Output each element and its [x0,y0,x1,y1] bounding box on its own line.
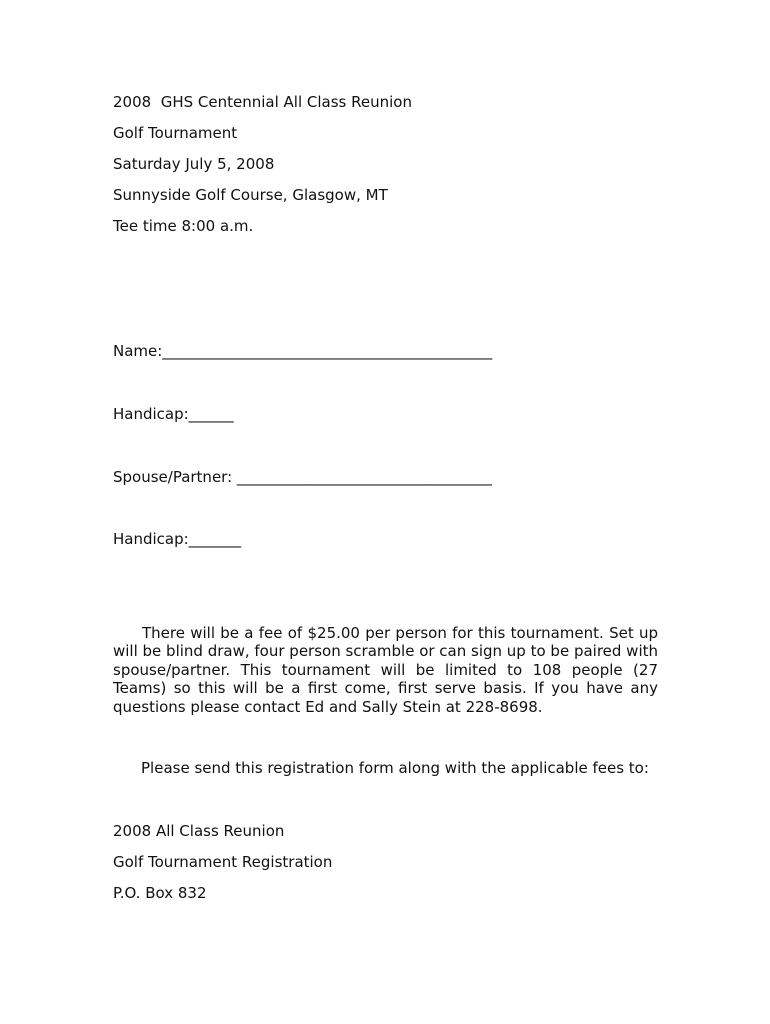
event-subtitle: Golf Tournament [113,124,238,142]
handicap-field-2: Handicap:_______ [113,530,242,548]
fee-paragraph [113,624,658,716]
event-location: Sunnyside Golf Course, Glasgow, MT [113,186,388,204]
fee-paragraph-text: There will be a fee of $25.00 per person for this tournament. Set up will be blind draw, four person scramble or can sign up to be paired with spouse/partner. This tournament will be limited to 108 people (27 Teams) so this will be a first come, first serve basis. If you have any questions please contact Ed and Sally Stein at 228-8698. [113,624,659,716]
send-instruction: Please send this registration form along with the applicable fees to: [141,759,649,777]
address-line-3: P.O. Box 832 [113,884,207,902]
partner-field: Spouse/Partner: __________________________________ [113,468,492,486]
name-field: Name:____________________________________________ [113,342,493,360]
tee-time: Tee time 8:00 a.m. [113,217,254,235]
address-line-1: 2008 All Class Reunion [113,822,285,840]
event-title: 2008 GHS Centennial All Class Reunion [113,93,412,111]
event-date: Saturday July 5, 2008 [113,155,275,173]
handicap-field-1: Handicap:______ [113,405,234,423]
address-line-2: Golf Tournament Registration [113,853,333,871]
